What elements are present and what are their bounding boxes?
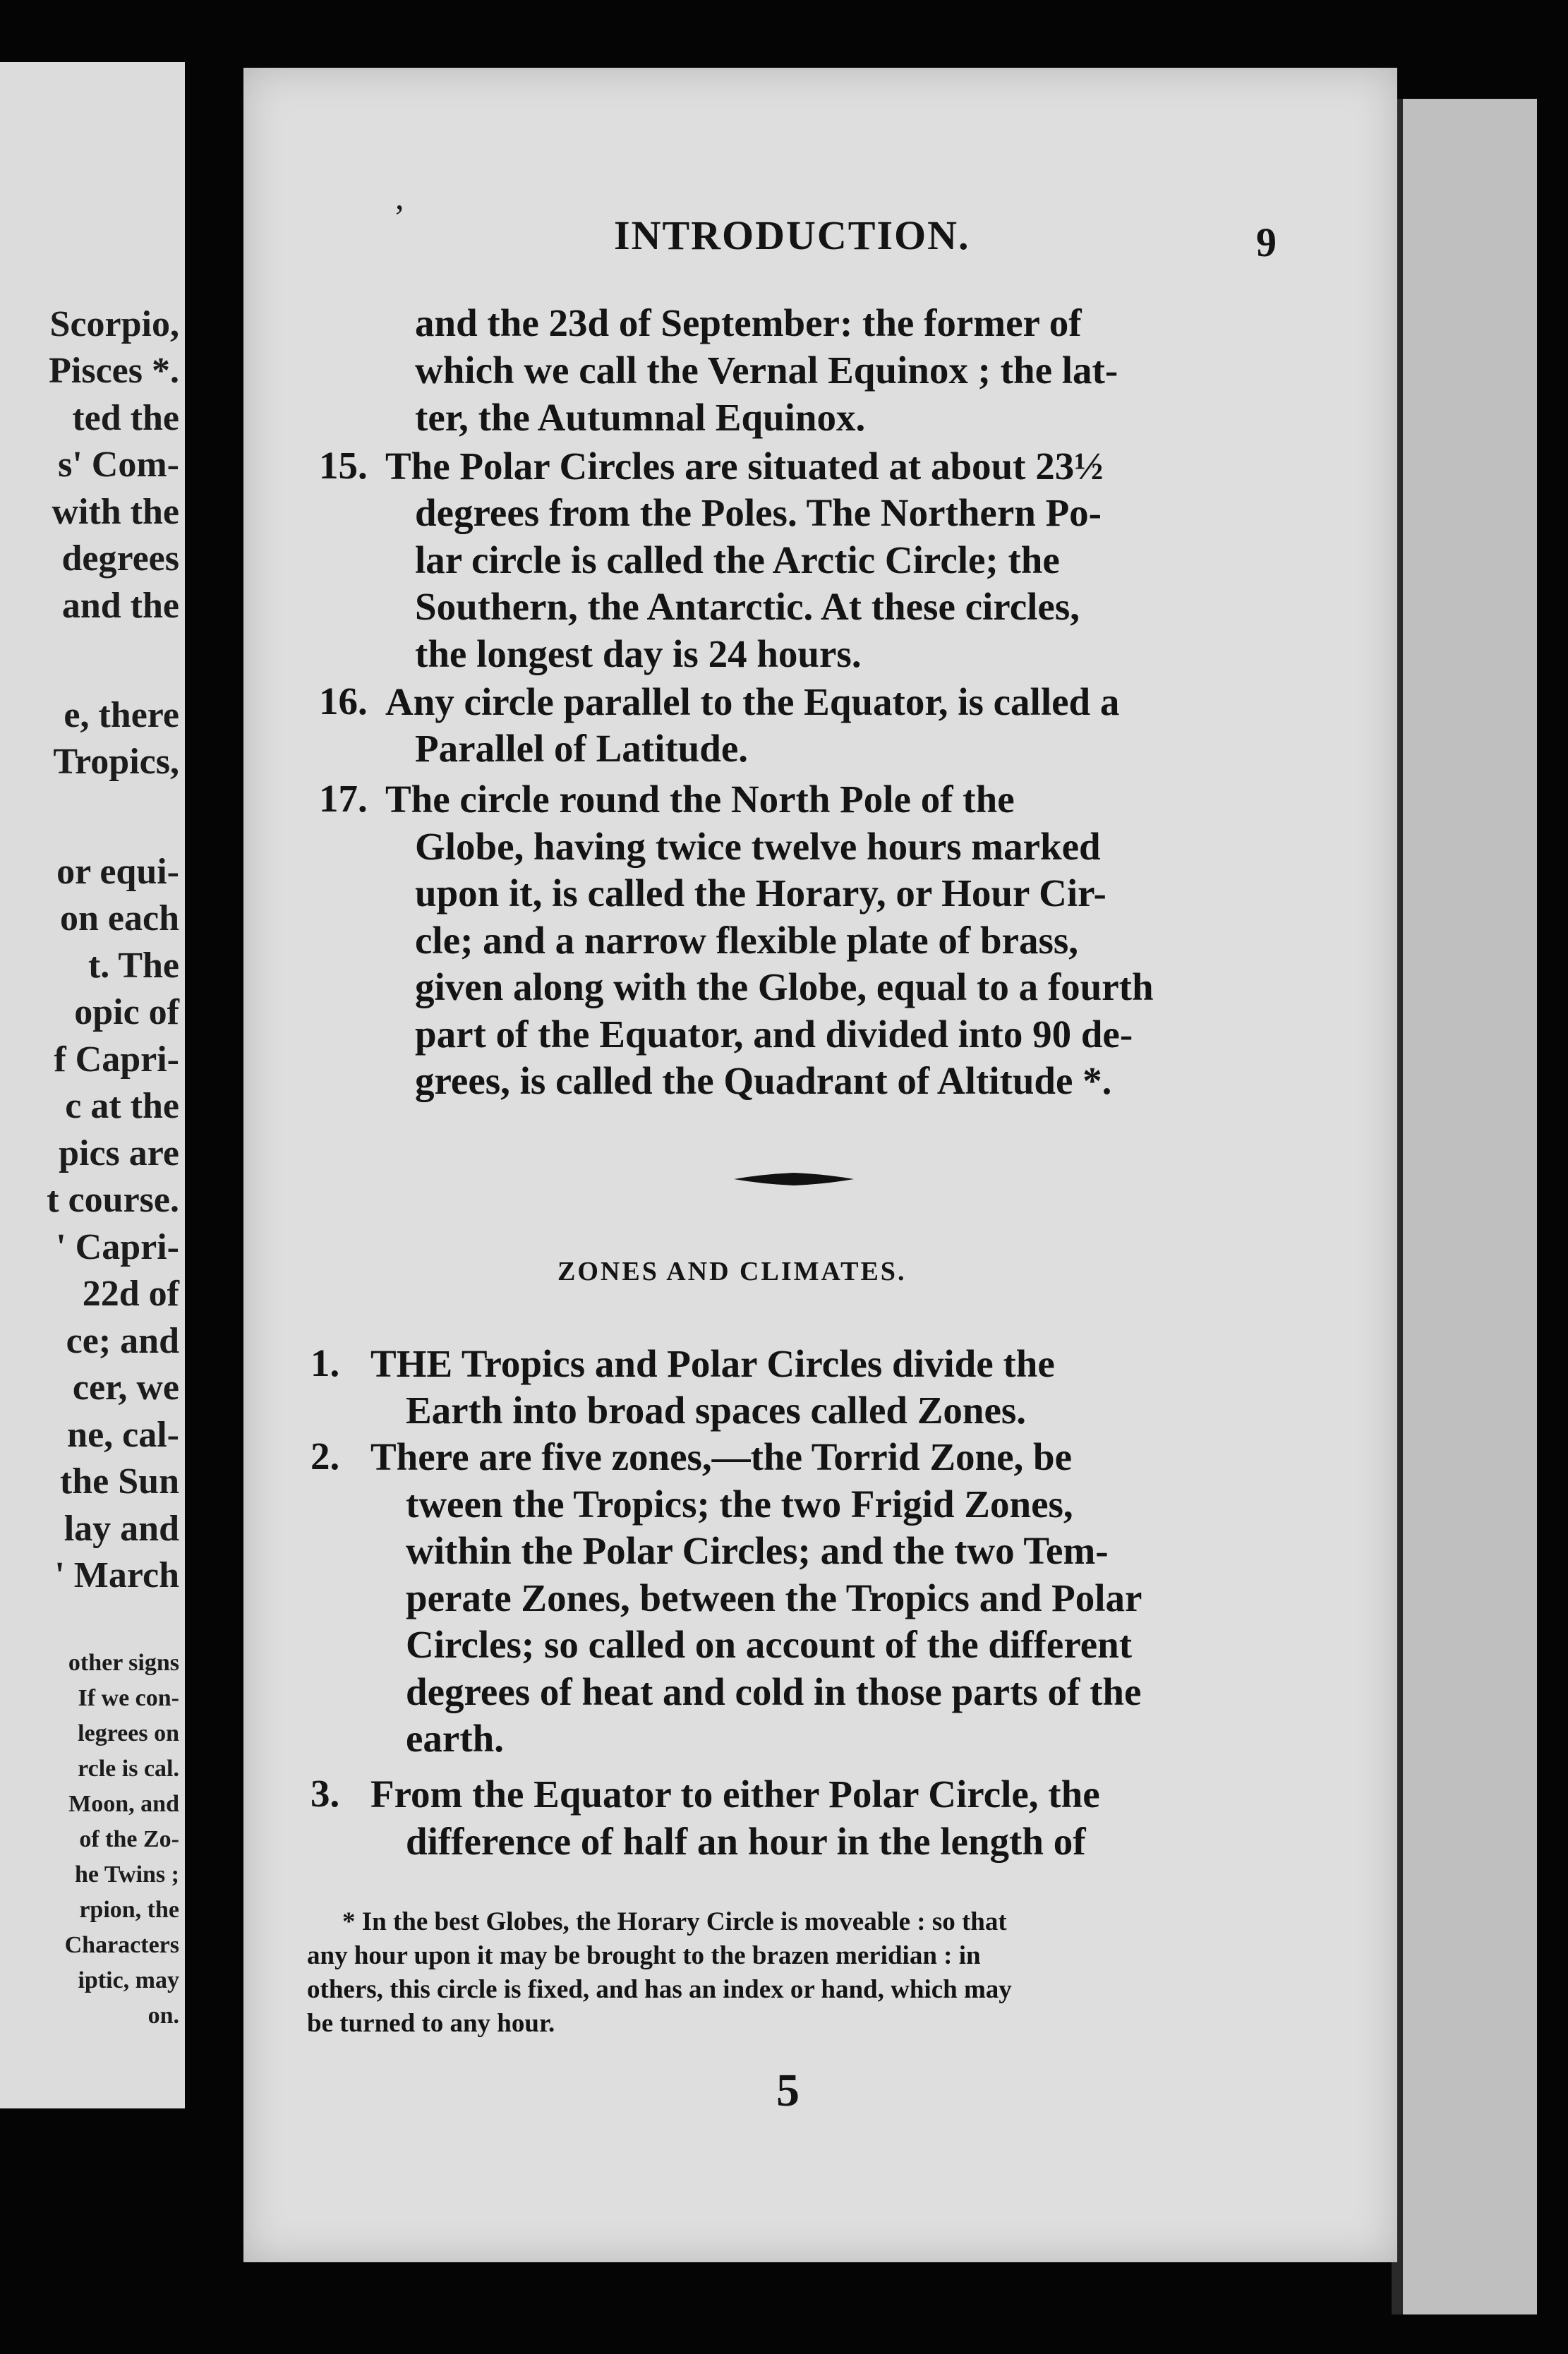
facing-text-line: with the	[52, 492, 179, 532]
facing-footnote-line: Characters	[64, 1932, 179, 1958]
facing-footnote-line: If we con-	[78, 1685, 179, 1711]
text-line: Earth into broad spaces called Zones.	[406, 1389, 1027, 1432]
text-line: Circles; so called on account of the different	[406, 1623, 1133, 1666]
facing-text-line: ' Capri-	[56, 1227, 179, 1267]
facing-text-line: lay and	[64, 1509, 179, 1549]
text-line: THE Tropics and Polar Circles divide the	[370, 1342, 1055, 1385]
page-number: 9	[1256, 219, 1277, 265]
facing-text-line: t course.	[47, 1180, 179, 1220]
facing-text-line: pics are	[59, 1133, 179, 1173]
text-line: Southern, the Antarctic. At these circles,	[415, 585, 1080, 628]
facing-text-line: s' Com-	[58, 445, 179, 485]
text-line: lar circle is called the Arctic Circle; the	[415, 538, 1060, 581]
facing-text-line: on each	[60, 898, 179, 938]
footnote-line: be turned to any hour.	[307, 2009, 555, 2038]
facing-text-line: ' March	[54, 1555, 179, 1595]
paragraph-number: 16.	[319, 680, 368, 723]
text-line: perate Zones, between the Tropics and Polar	[406, 1576, 1142, 1619]
facing-text-line: c at the	[65, 1086, 179, 1126]
text-line: and the 23d of September: the former of	[415, 301, 1082, 344]
facing-text-line: ce; and	[66, 1321, 179, 1361]
facing-text-line: t. The	[88, 946, 179, 986]
facing-text-line: 22d of	[82, 1274, 179, 1314]
footnote-line: any hour upon it may be brought to the brazen meridian : in	[307, 1941, 981, 1970]
facing-footnote-line: rpion, the	[79, 1897, 179, 1923]
facing-text-line: the Sun	[59, 1461, 179, 1502]
facing-footnote-line: Moon, and	[68, 1791, 179, 1817]
text-line: upon it, is called the Horary, or Hour Cir-	[415, 871, 1106, 915]
facing-footnote-line: iptic, may	[78, 1967, 179, 1993]
facing-text-line: or equi-	[56, 852, 179, 892]
text-line: There are five zones,—the Torrid Zone, be	[370, 1435, 1073, 1478]
facing-text-line: Pisces *.	[49, 351, 179, 391]
facing-text-line: and the	[61, 586, 179, 626]
text-line: within the Polar Circles; and the two Tem-	[406, 1529, 1109, 1572]
text-line: degrees of heat and cold in those parts of the	[406, 1670, 1142, 1713]
facing-footnote-line: on.	[147, 2003, 179, 2029]
text-line: given along with the Globe, equal to a fourth	[415, 965, 1154, 1008]
stray-mark: ,	[395, 177, 404, 217]
facing-text-line: f Capri-	[54, 1039, 179, 1080]
ornament-rule	[734, 1171, 854, 1187]
text-line: earth.	[406, 1717, 504, 1760]
text-line: part of the Equator, and divided into 90 de-	[415, 1013, 1133, 1056]
text-line: difference of half an hour in the length of	[406, 1820, 1086, 1863]
facing-footnote-line: rcle is cal.	[78, 1756, 179, 1782]
text-line: Any circle parallel to the Equator, is called a	[385, 680, 1120, 723]
facing-text-line: ted the	[72, 398, 179, 438]
text-line: grees, is called the Quadrant of Altitude *.	[415, 1059, 1112, 1102]
text-line: ter, the Autumnal Equinox.	[415, 396, 866, 439]
text-line: tween the Tropics; the two Frigid Zones,	[406, 1483, 1073, 1526]
facing-footnote-line: legrees on	[78, 1720, 179, 1746]
page-edge	[1403, 99, 1537, 2314]
text-line: the longest day is 24 hours.	[415, 632, 862, 675]
facing-text-line: ne, cal-	[67, 1415, 179, 1455]
facing-page	[0, 62, 185, 2108]
facing-text-line: degrees	[61, 538, 179, 579]
text-line: cle; and a narrow flexible plate of brass,	[415, 919, 1079, 962]
footnote-line: others, this circle is fixed, and has an index or hand, which may	[307, 1975, 1012, 2004]
text-line: Parallel of Latitude.	[415, 727, 749, 770]
facing-text-line: Scorpio,	[49, 304, 179, 344]
text-line: The circle round the North Pole of the	[385, 778, 1015, 821]
text-line: From the Equator to either Polar Circle, the	[370, 1773, 1100, 1816]
text-line: The Polar Circles are situated at about 23½	[385, 445, 1104, 488]
facing-text-line: Tropics,	[53, 742, 179, 782]
paragraph-number: 15.	[319, 444, 368, 487]
facing-text-line: e, there	[64, 695, 179, 735]
paragraph-number: 17.	[319, 777, 368, 820]
signature-mark: 5	[776, 2065, 800, 2116]
facing-footnote-line: he Twins ;	[74, 1861, 179, 1888]
running-header: INTRODUCTION.	[614, 212, 970, 258]
text-line: degrees from the Poles. The Northern Po-	[415, 491, 1102, 534]
facing-text-line: cer, we	[72, 1368, 179, 1408]
facing-footnote-line: other signs	[68, 1650, 179, 1676]
text-line: which we call the Vernal Equinox ; the lat-	[415, 349, 1118, 392]
footnote-line: * In the best Globes, the Horary Circle is moveable : so that	[342, 1907, 1007, 1936]
paragraph-number: 1.	[310, 1341, 340, 1384]
text-line: Globe, having twice twelve hours marked	[415, 825, 1101, 868]
facing-footnote-line: of the Zo-	[79, 1826, 179, 1852]
paragraph-number: 3.	[310, 1772, 340, 1815]
facing-text-line: opic of	[74, 992, 179, 1032]
section-heading: ZONES AND CLIMATES.	[557, 1257, 907, 1286]
paragraph-number: 2.	[310, 1435, 340, 1478]
